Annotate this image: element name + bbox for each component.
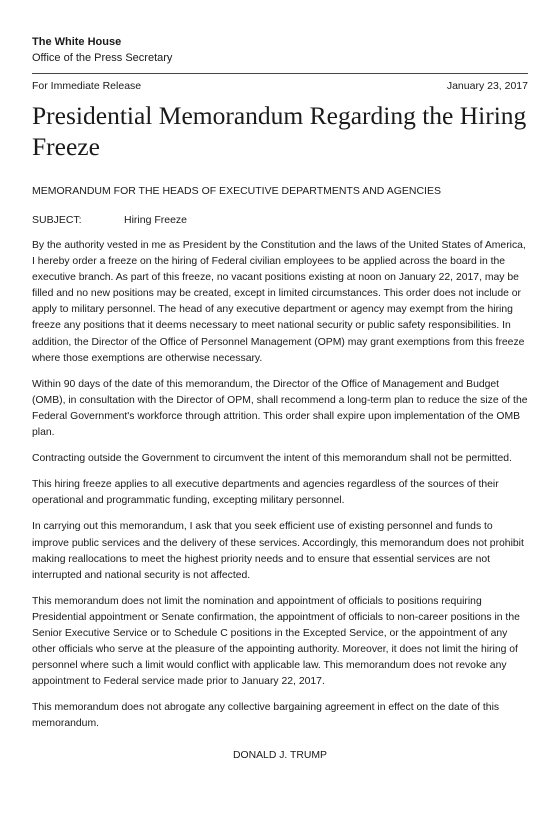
body-paragraph: In carrying out this memorandum, I ask that you seek efficient use of existing personnel and funds to improve public services and the delivery of these services. Accordingly, this memorandum does not prohibit making reallocations to meet the highest priority needs and to ensure that essential services are not interrupted and national security is not affected.: [32, 521, 524, 581]
release-date: January 23, 2017: [446, 80, 528, 92]
body-paragraph: This memorandum does not limit the nomination and appointment of officials to positions requiring Presidential appointment or Senate confirmation, the appointment of officials to non-career positions in the Senior Executive Service or to Schedule C positions in the Excepted Service, or the appointment of any other officials who serve at the pleasure of the appointing authority. Moreover, it does not limit the hiring of personnel where such a limit would conflict with applicable law. This memorandum does not revoke any appointment to Federal service made prior to January 22, 2017.: [32, 595, 520, 688]
body-paragraph: Contracting outside the Government to circumvent the intent of this memorandum shall not be permitted.: [32, 453, 512, 465]
memo-body: [32, 238, 528, 733]
memo-addressee: MEMORANDUM FOR THE HEADS OF EXECUTIVE DEPARTMENTS AND AGENCIES: [32, 185, 441, 197]
signature: DONALD J. TRUMP: [233, 749, 327, 761]
release-row: [32, 79, 528, 93]
document-page: [32, 30, 528, 763]
body-paragraph: This hiring freeze applies to all executive departments and agencies regardless of the sources of their operational and programmatic funding, excepting military personnel.: [32, 479, 499, 507]
subject-value: Hiring Freeze: [124, 214, 188, 226]
body-paragraph: Within 90 days of the date of this memorandum, the Director of the Office of Management and Budget (OMB), in consultation with the Director of OPM, shall recommend a long-term plan to reduce the size of the Federal Government's workforce through attrition. This order shall expire upon implementation of the OMB plan.: [32, 378, 528, 439]
release-label: For Immediate Release: [32, 80, 142, 92]
organization-name: The White House: [32, 36, 122, 48]
page-title: Presidential Memorandum Regarding the Hiring Freeze: [32, 101, 527, 161]
body-paragraph: This memorandum does not abrogate any collective bargaining agreement in effect on the date of this memorandum.: [32, 702, 500, 730]
subject-label: SUBJECT:: [32, 214, 82, 226]
office-name: Office of the Press Secretary: [32, 52, 173, 64]
body-paragraph: By the authority vested in me as President by the Constitution and the laws of the United States of America, I hereby order a freeze on the hiring of Federal civilian employees to be applied across the board in the executive branch. As part of this freeze, no vacant positions existing at noon on January 22, 2017, may be filled and no new positions may be created, except in limited circumstances. This order does not include or apply to military personnel. The head of any executive department or agency may exempt from the hiring freeze any positions that it deems necessary to meet national security or public safety responsibilities. In addition, the Director of the Office of Personnel Management (OPM) may grant exemptions from this freeze where those exemptions are otherwise necessary.: [32, 240, 526, 364]
header-divider: [32, 73, 528, 74]
subject-line: [32, 213, 528, 227]
